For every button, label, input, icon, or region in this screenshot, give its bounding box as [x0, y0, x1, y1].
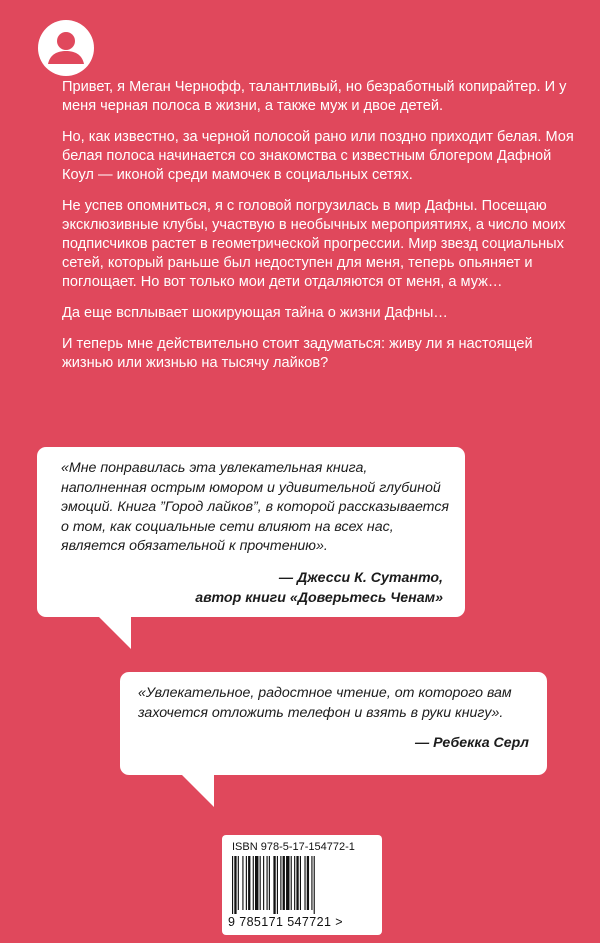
barcode-bar — [242, 856, 243, 910]
barcode-bar — [248, 856, 250, 910]
review-author-name: — Джесси К. Сутанто, — [278, 570, 443, 586]
description-paragraph: И теперь мне действительно стоит задуматься: живу ли я настоящей жизнью или жизнью на тысячу лайков? — [62, 336, 533, 371]
barcode-bar — [280, 856, 281, 910]
barcode-bar — [304, 856, 305, 910]
barcode-bar — [260, 856, 261, 910]
isbn-barcode — [222, 835, 382, 935]
avatar-icon — [38, 20, 94, 76]
barcode-bar — [294, 856, 295, 910]
barcode-bar — [267, 856, 268, 910]
review-author-name: — Ребекка Серл — [415, 735, 529, 751]
barcode-bar — [291, 856, 292, 910]
review-author-credit: автор книги «Доверьтесь Ченам» — [195, 589, 443, 606]
review-bubble-1 — [37, 447, 465, 617]
barcode-bar — [234, 856, 236, 914]
barcode-bar — [296, 856, 298, 910]
barcode-bar — [273, 856, 275, 914]
barcode-bar — [300, 856, 301, 910]
barcode-bar — [253, 856, 254, 910]
barcode-bar — [269, 856, 270, 910]
barcode-bar — [246, 856, 247, 910]
book-description — [62, 78, 582, 385]
review-author — [149, 734, 529, 754]
barcode-bar — [286, 856, 289, 910]
barcode-bar — [255, 856, 258, 910]
description-paragraph: Не успев опомниться, я с головой погрузилась в мир Дафны. Посещаю эксклюзивные клубы, участвую в необычных мероприятиях, а число моих подписчиков растет в геометрической прогрессии. Мир звезд социальных сетей, который раньше был недоступен для меня, теперь опьяняет и поглощает. Но вот только мои дети отдаляются от меня, а муж… — [62, 198, 566, 290]
barcode-bar — [283, 856, 285, 910]
barcode-bar — [232, 856, 233, 914]
review-bubble-2 — [120, 672, 547, 775]
barcode-bars — [232, 856, 372, 914]
review-quote: «Увлекательное, радостное чтение, от которого вам захочется отложить телефон и взять в руки книгу». — [138, 685, 512, 721]
speech-bubble-tail — [180, 773, 214, 807]
description-paragraph: Да еще всплывает шокирующая тайна о жизни Дафны… — [62, 305, 448, 321]
barcode-digits: 9 785171 547721 > — [228, 915, 343, 929]
review-quote: «Мне понравилась эта увлекательная книга, наполненная острым юмором и удивительной глубиной эмоций. Книга ”Город лайков”, в которой рассказывается о том, как социальные сети влияют на всех нас, является обязательной к прочтению». — [61, 460, 450, 554]
speech-bubble-tail — [97, 615, 131, 649]
barcode-bar — [314, 856, 315, 914]
barcode-bar — [238, 856, 239, 910]
barcode-bar — [277, 856, 278, 914]
description-paragraph: Но, как известно, за черной полосой рано или поздно приходит белая. Моя белая полоса начинается со знакомства с известным блогером Дафной Коул — иконой среди мамочек в социальных сетях. — [62, 129, 574, 183]
barcode-bar — [311, 856, 312, 910]
description-paragraph: Привет, я Меган Чернофф, талантливый, но безработный копирайтер. И у меня черная полоса в жизни, а также муж и двое детей. — [62, 79, 567, 114]
barcode-bar — [263, 856, 264, 910]
isbn-label: ISBN 978-5-17-154772-1 — [232, 841, 355, 853]
barcode-bar — [307, 856, 309, 910]
review-author — [63, 569, 443, 608]
